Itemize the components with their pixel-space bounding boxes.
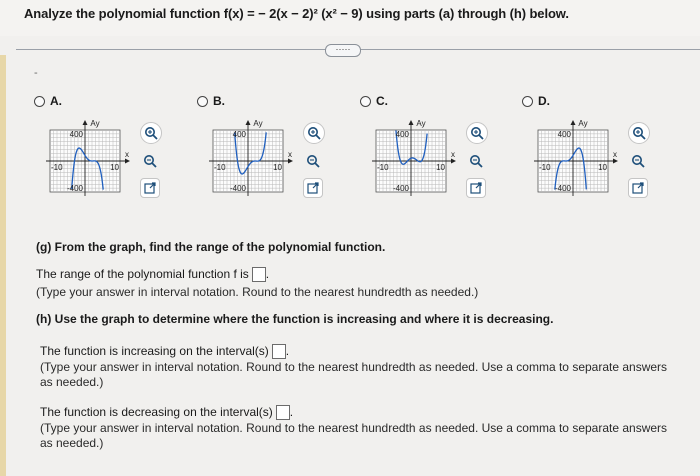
x-min-label: -10 (51, 163, 63, 172)
x-axis-label: x (288, 150, 292, 159)
left-marker: - (34, 67, 38, 79)
question-text: Analyze the polynomial function f(x) = − 2(x − 2)² (x² − 9) using parts (a) through (h) below. (24, 6, 569, 21)
zoom-out-icon[interactable] (140, 151, 160, 171)
x-axis-label: x (613, 150, 617, 159)
decreasing-answer-input[interactable] (276, 405, 290, 420)
part-g-prompt: The range of the polynomial function f is . (36, 267, 270, 281)
radio-choice-c[interactable] (360, 96, 371, 107)
zoom-in-icon[interactable] (466, 122, 488, 144)
choice-c-label: C. (376, 94, 388, 108)
choice-d (522, 92, 672, 217)
zoom-in-icon[interactable] (628, 122, 650, 144)
x-arrow-icon (125, 159, 130, 164)
x-max-label: 10 (110, 163, 119, 172)
zoom-out-icon[interactable] (303, 151, 323, 171)
graph-choice-c[interactable] (364, 116, 460, 206)
y-axis-label: Ay (578, 119, 588, 128)
increasing-prompt: The function is increasing on the interval(s) . (40, 344, 290, 358)
radio-choice-d[interactable] (522, 96, 533, 107)
y-max-label: 400 (232, 130, 246, 139)
y-arrow-icon (409, 120, 414, 125)
y-arrow-icon (571, 120, 576, 125)
graph-choice-d[interactable] (526, 116, 622, 206)
popout-icon[interactable] (140, 178, 160, 198)
side-accent-bar (0, 55, 6, 476)
x-arrow-icon (288, 159, 293, 164)
increasing-answer-input[interactable] (272, 344, 286, 359)
part-g-hint: (Type your answer in interval notation. Round to the nearest hundredth as needed.) (36, 285, 479, 299)
graph-choice-a[interactable] (38, 116, 134, 206)
choice-a (34, 92, 184, 217)
y-min-label: -400 (229, 184, 246, 193)
x-min-label: -10 (539, 163, 551, 172)
x-max-label: 10 (436, 163, 445, 172)
part-h-title: (h) Use the graph to determine where the function is increasing and where it is decreasing. (36, 312, 554, 326)
y-arrow-icon (83, 120, 88, 125)
x-max-label: 10 (598, 163, 607, 172)
y-axis-label: Ay (416, 119, 426, 128)
y-arrow-icon (246, 120, 251, 125)
y-max-label: 400 (69, 130, 83, 139)
x-axis-label: x (125, 150, 129, 159)
y-min-label: -400 (66, 184, 83, 193)
zoom-out-icon[interactable] (466, 151, 486, 171)
y-min-label: -400 (554, 184, 571, 193)
choice-b (197, 92, 347, 217)
popout-icon[interactable] (466, 178, 486, 198)
radio-choice-b[interactable] (197, 96, 208, 107)
radio-choice-a[interactable] (34, 96, 45, 107)
decreasing-prompt: The function is decreasing on the interval(s) . (40, 405, 294, 419)
choice-c (360, 92, 510, 217)
choice-a-label: A. (50, 94, 62, 108)
x-max-label: 10 (273, 163, 282, 172)
choice-b-label: B. (213, 94, 225, 108)
popout-icon[interactable] (628, 178, 648, 198)
question-header (0, 0, 700, 36)
part-g-title: (g) From the graph, find the range of the polynomial function. (36, 240, 386, 254)
popout-icon[interactable] (303, 178, 323, 198)
y-axis-label: Ay (90, 119, 100, 128)
graph-choice-b[interactable] (201, 116, 297, 206)
x-min-label: -10 (377, 163, 389, 172)
range-answer-input[interactable] (252, 267, 266, 282)
zoom-in-icon[interactable] (140, 122, 162, 144)
increasing-hint: (Type your answer in interval notation. Round to the nearest hundredth as needed. Use a comma to separate answers as needed.) (40, 360, 668, 389)
choice-d-label: D. (538, 94, 550, 108)
zoom-out-icon[interactable] (628, 151, 648, 171)
x-axis-label: x (451, 150, 455, 159)
x-min-label: -10 (214, 163, 226, 172)
y-axis-label: Ay (253, 119, 263, 128)
decreasing-hint: (Type your answer in interval notation. Round to the nearest hundredth as needed. Use a comma to separate answers as needed.) (40, 421, 668, 450)
expand-button[interactable]: ····· (325, 44, 361, 57)
y-min-label: -400 (392, 184, 409, 193)
x-arrow-icon (451, 159, 456, 164)
y-max-label: 400 (395, 130, 409, 139)
zoom-in-icon[interactable] (303, 122, 325, 144)
y-max-label: 400 (557, 130, 571, 139)
x-arrow-icon (613, 159, 618, 164)
